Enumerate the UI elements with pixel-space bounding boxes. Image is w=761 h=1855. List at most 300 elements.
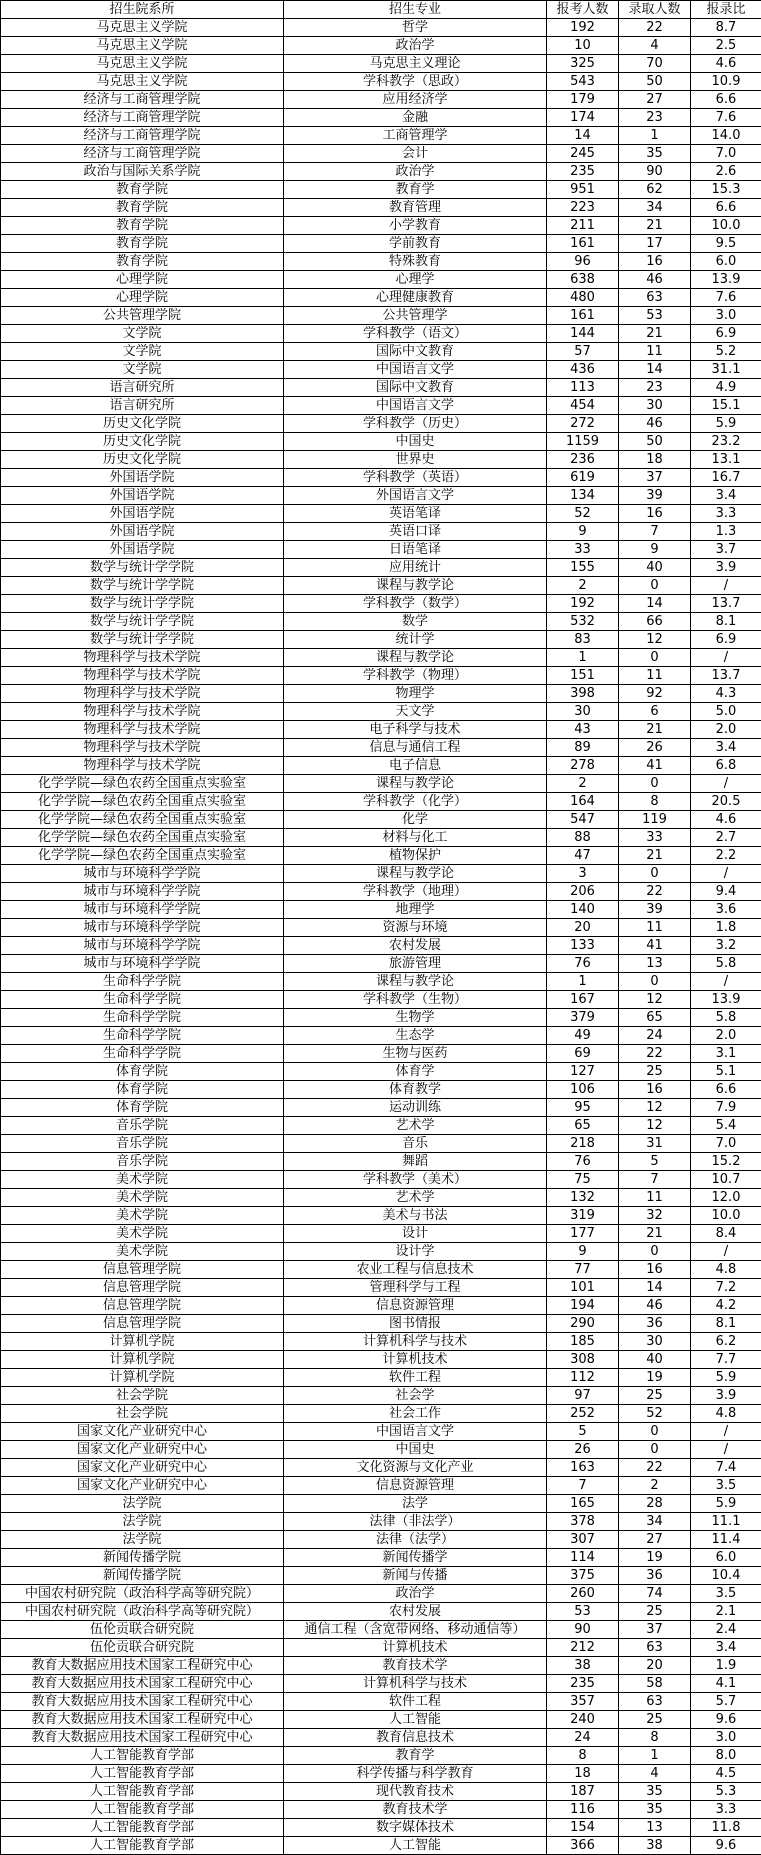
cell-applicants: 194 bbox=[547, 1297, 619, 1315]
cell-department: 数学与统计学学院 bbox=[1, 559, 284, 577]
cell-major: 英语笔译 bbox=[284, 505, 547, 523]
cell-applicants: 436 bbox=[547, 361, 619, 379]
cell-ratio: 5.7 bbox=[691, 1693, 761, 1711]
cell-department: 文学院 bbox=[1, 325, 284, 343]
cell-major: 应用经济学 bbox=[284, 91, 547, 109]
cell-department: 音乐学院 bbox=[1, 1135, 284, 1153]
cell-admitted: 17 bbox=[619, 235, 691, 253]
cell-applicants: 9 bbox=[547, 523, 619, 541]
cell-admitted: 37 bbox=[619, 1621, 691, 1639]
cell-applicants: 619 bbox=[547, 469, 619, 487]
cell-major: 教育技术学 bbox=[284, 1801, 547, 1819]
cell-admitted: 12 bbox=[619, 1117, 691, 1135]
cell-admitted: 13 bbox=[619, 1819, 691, 1837]
cell-major: 社会工作 bbox=[284, 1405, 547, 1423]
cell-admitted: 0 bbox=[619, 649, 691, 667]
table-row bbox=[1, 559, 761, 577]
table-row bbox=[1, 1243, 761, 1261]
table-row bbox=[1, 1279, 761, 1297]
cell-ratio: 13.7 bbox=[691, 667, 761, 685]
cell-ratio: 8.1 bbox=[691, 613, 761, 631]
cell-major: 学科教学（思政） bbox=[284, 73, 547, 91]
cell-applicants: 547 bbox=[547, 811, 619, 829]
cell-major: 应用统计 bbox=[284, 559, 547, 577]
cell-ratio: 2.6 bbox=[691, 163, 761, 181]
table-row bbox=[1, 55, 761, 73]
table-row bbox=[1, 1711, 761, 1729]
cell-applicants: 140 bbox=[547, 901, 619, 919]
cell-major: 数学 bbox=[284, 613, 547, 631]
cell-admitted: 90 bbox=[619, 163, 691, 181]
cell-major: 英语口译 bbox=[284, 523, 547, 541]
cell-department: 法学院 bbox=[1, 1495, 284, 1513]
cell-ratio: 9.4 bbox=[691, 883, 761, 901]
cell-department: 物理科学与技术学院 bbox=[1, 649, 284, 667]
cell-department: 公共管理学院 bbox=[1, 307, 284, 325]
cell-admitted: 70 bbox=[619, 55, 691, 73]
cell-ratio: / bbox=[691, 775, 761, 793]
cell-department: 生命科学学院 bbox=[1, 1027, 284, 1045]
cell-major: 体育学 bbox=[284, 1063, 547, 1081]
cell-department: 体育学院 bbox=[1, 1063, 284, 1081]
cell-major: 生物与医药 bbox=[284, 1045, 547, 1063]
table-row bbox=[1, 991, 761, 1009]
cell-applicants: 638 bbox=[547, 271, 619, 289]
cell-department: 人工智能教育学部 bbox=[1, 1837, 284, 1855]
cell-ratio: 3.1 bbox=[691, 1045, 761, 1063]
cell-admitted: 0 bbox=[619, 577, 691, 595]
cell-admitted: 11 bbox=[619, 667, 691, 685]
cell-major: 信息与通信工程 bbox=[284, 739, 547, 757]
cell-department: 马克思主义学院 bbox=[1, 55, 284, 73]
header-applicants: 报考人数 bbox=[547, 1, 619, 19]
cell-ratio: 8.7 bbox=[691, 19, 761, 37]
cell-ratio: 13.1 bbox=[691, 451, 761, 469]
cell-ratio: 4.2 bbox=[691, 1297, 761, 1315]
cell-major: 小学教育 bbox=[284, 217, 547, 235]
cell-major: 日语笔译 bbox=[284, 541, 547, 559]
table-row bbox=[1, 181, 761, 199]
cell-applicants: 211 bbox=[547, 217, 619, 235]
cell-major: 金融 bbox=[284, 109, 547, 127]
cell-admitted: 21 bbox=[619, 325, 691, 343]
cell-ratio: 23.2 bbox=[691, 433, 761, 451]
table-row bbox=[1, 1135, 761, 1153]
cell-applicants: 378 bbox=[547, 1513, 619, 1531]
cell-major: 计算机科学与技术 bbox=[284, 1333, 547, 1351]
cell-ratio: 7.0 bbox=[691, 145, 761, 163]
cell-department: 计算机学院 bbox=[1, 1351, 284, 1369]
cell-applicants: 325 bbox=[547, 55, 619, 73]
table-row bbox=[1, 973, 761, 991]
cell-applicants: 10 bbox=[547, 37, 619, 55]
table-row bbox=[1, 1045, 761, 1063]
cell-major: 地理学 bbox=[284, 901, 547, 919]
cell-applicants: 1 bbox=[547, 973, 619, 991]
cell-ratio: 8.1 bbox=[691, 1315, 761, 1333]
table-row bbox=[1, 649, 761, 667]
cell-major: 电子科学与技术 bbox=[284, 721, 547, 739]
cell-admitted: 21 bbox=[619, 217, 691, 235]
cell-applicants: 212 bbox=[547, 1639, 619, 1657]
table-row bbox=[1, 271, 761, 289]
cell-ratio: 5.1 bbox=[691, 1063, 761, 1081]
cell-admitted: 25 bbox=[619, 1063, 691, 1081]
cell-admitted: 62 bbox=[619, 181, 691, 199]
cell-department: 美术学院 bbox=[1, 1171, 284, 1189]
cell-major: 特殊教育 bbox=[284, 253, 547, 271]
cell-applicants: 76 bbox=[547, 955, 619, 973]
cell-major: 电子信息 bbox=[284, 757, 547, 775]
table-row bbox=[1, 1153, 761, 1171]
cell-applicants: 223 bbox=[547, 199, 619, 217]
cell-ratio: 3.3 bbox=[691, 1801, 761, 1819]
cell-admitted: 30 bbox=[619, 1333, 691, 1351]
table-row bbox=[1, 1027, 761, 1045]
cell-admitted: 0 bbox=[619, 1243, 691, 1261]
cell-department: 伍伦贡联合研究院 bbox=[1, 1639, 284, 1657]
cell-department: 数学与统计学学院 bbox=[1, 613, 284, 631]
cell-department: 法学院 bbox=[1, 1531, 284, 1549]
cell-applicants: 133 bbox=[547, 937, 619, 955]
cell-admitted: 20 bbox=[619, 1657, 691, 1675]
cell-ratio: 5.8 bbox=[691, 955, 761, 973]
cell-department: 城市与环境科学学院 bbox=[1, 955, 284, 973]
cell-applicants: 185 bbox=[547, 1333, 619, 1351]
table-row bbox=[1, 505, 761, 523]
cell-department: 心理学院 bbox=[1, 289, 284, 307]
cell-ratio: 4.9 bbox=[691, 379, 761, 397]
cell-ratio: 6.8 bbox=[691, 757, 761, 775]
table-row bbox=[1, 721, 761, 739]
cell-major: 政治学 bbox=[284, 163, 547, 181]
cell-applicants: 308 bbox=[547, 1351, 619, 1369]
table-row bbox=[1, 487, 761, 505]
cell-ratio: / bbox=[691, 649, 761, 667]
cell-major: 新闻传播学 bbox=[284, 1549, 547, 1567]
cell-ratio: / bbox=[691, 865, 761, 883]
cell-ratio: 3.9 bbox=[691, 559, 761, 577]
cell-major: 人工智能 bbox=[284, 1837, 547, 1855]
cell-applicants: 164 bbox=[547, 793, 619, 811]
cell-department: 外国语学院 bbox=[1, 541, 284, 559]
cell-major: 材料与化工 bbox=[284, 829, 547, 847]
table-row bbox=[1, 1783, 761, 1801]
cell-admitted: 6 bbox=[619, 703, 691, 721]
cell-admitted: 21 bbox=[619, 1225, 691, 1243]
cell-admitted: 21 bbox=[619, 847, 691, 865]
cell-ratio: 4.6 bbox=[691, 55, 761, 73]
cell-admitted: 14 bbox=[619, 1279, 691, 1297]
cell-ratio: 5.9 bbox=[691, 1369, 761, 1387]
cell-major: 舞蹈 bbox=[284, 1153, 547, 1171]
cell-major: 外国语言文学 bbox=[284, 487, 547, 505]
cell-major: 计算机科学与技术 bbox=[284, 1675, 547, 1693]
cell-major: 政治学 bbox=[284, 37, 547, 55]
cell-ratio: 9.6 bbox=[691, 1711, 761, 1729]
cell-ratio: 8.4 bbox=[691, 1225, 761, 1243]
cell-applicants: 272 bbox=[547, 415, 619, 433]
cell-admitted: 7 bbox=[619, 1171, 691, 1189]
cell-department: 物理科学与技术学院 bbox=[1, 667, 284, 685]
cell-applicants: 113 bbox=[547, 379, 619, 397]
cell-department: 外国语学院 bbox=[1, 523, 284, 541]
cell-applicants: 206 bbox=[547, 883, 619, 901]
cell-department: 城市与环境科学学院 bbox=[1, 901, 284, 919]
cell-major: 运动训练 bbox=[284, 1099, 547, 1117]
table-row bbox=[1, 451, 761, 469]
cell-admitted: 22 bbox=[619, 19, 691, 37]
cell-major: 学科教学（化学） bbox=[284, 793, 547, 811]
cell-admitted: 37 bbox=[619, 469, 691, 487]
cell-admitted: 4 bbox=[619, 37, 691, 55]
cell-department: 心理学院 bbox=[1, 271, 284, 289]
table-row bbox=[1, 1729, 761, 1747]
cell-applicants: 47 bbox=[547, 847, 619, 865]
cell-applicants: 454 bbox=[547, 397, 619, 415]
cell-applicants: 235 bbox=[547, 163, 619, 181]
cell-department: 马克思主义学院 bbox=[1, 73, 284, 91]
cell-ratio: 8.0 bbox=[691, 1747, 761, 1765]
cell-applicants: 112 bbox=[547, 1369, 619, 1387]
cell-department: 物理科学与技术学院 bbox=[1, 685, 284, 703]
cell-applicants: 75 bbox=[547, 1171, 619, 1189]
table-row bbox=[1, 1675, 761, 1693]
cell-major: 教育信息技术 bbox=[284, 1729, 547, 1747]
cell-applicants: 20 bbox=[547, 919, 619, 937]
table-row bbox=[1, 235, 761, 253]
cell-department: 教育学院 bbox=[1, 199, 284, 217]
cell-applicants: 278 bbox=[547, 757, 619, 775]
cell-admitted: 39 bbox=[619, 901, 691, 919]
cell-department: 体育学院 bbox=[1, 1081, 284, 1099]
cell-applicants: 43 bbox=[547, 721, 619, 739]
cell-department: 计算机学院 bbox=[1, 1369, 284, 1387]
cell-admitted: 40 bbox=[619, 1351, 691, 1369]
cell-applicants: 236 bbox=[547, 451, 619, 469]
cell-admitted: 63 bbox=[619, 1639, 691, 1657]
cell-applicants: 97 bbox=[547, 1387, 619, 1405]
cell-major: 课程与教学论 bbox=[284, 577, 547, 595]
table-row bbox=[1, 1225, 761, 1243]
cell-ratio: 3.4 bbox=[691, 487, 761, 505]
cell-admitted: 11 bbox=[619, 1189, 691, 1207]
table-row bbox=[1, 955, 761, 973]
cell-department: 教育学院 bbox=[1, 235, 284, 253]
cell-ratio: 13.7 bbox=[691, 595, 761, 613]
cell-major: 信息资源管理 bbox=[284, 1477, 547, 1495]
cell-major: 农村发展 bbox=[284, 1603, 547, 1621]
cell-major: 管理科学与工程 bbox=[284, 1279, 547, 1297]
cell-applicants: 1159 bbox=[547, 433, 619, 451]
table-row bbox=[1, 1261, 761, 1279]
cell-admitted: 0 bbox=[619, 1441, 691, 1459]
cell-ratio: 6.6 bbox=[691, 199, 761, 217]
cell-applicants: 161 bbox=[547, 235, 619, 253]
cell-admitted: 65 bbox=[619, 1009, 691, 1027]
cell-department: 美术学院 bbox=[1, 1225, 284, 1243]
cell-major: 计算机技术 bbox=[284, 1351, 547, 1369]
header-major: 招生专业 bbox=[284, 1, 547, 19]
cell-major: 教育技术学 bbox=[284, 1657, 547, 1675]
cell-admitted: 8 bbox=[619, 793, 691, 811]
cell-department: 经济与工商管理学院 bbox=[1, 145, 284, 163]
cell-major: 体育教学 bbox=[284, 1081, 547, 1099]
header-department: 招生院系所 bbox=[1, 1, 284, 19]
table-row bbox=[1, 289, 761, 307]
table-row bbox=[1, 919, 761, 937]
cell-ratio: 11.8 bbox=[691, 1819, 761, 1837]
cell-department: 经济与工商管理学院 bbox=[1, 91, 284, 109]
cell-department: 信息管理学院 bbox=[1, 1279, 284, 1297]
cell-ratio: 4.8 bbox=[691, 1405, 761, 1423]
cell-admitted: 11 bbox=[619, 919, 691, 937]
cell-major: 现代教育技术 bbox=[284, 1783, 547, 1801]
cell-ratio: 10.0 bbox=[691, 217, 761, 235]
cell-department: 教育大数据应用技术国家工程研究中心 bbox=[1, 1675, 284, 1693]
table-row bbox=[1, 1333, 761, 1351]
cell-major: 中国语言文学 bbox=[284, 361, 547, 379]
cell-admitted: 19 bbox=[619, 1549, 691, 1567]
cell-applicants: 116 bbox=[547, 1801, 619, 1819]
cell-admitted: 41 bbox=[619, 937, 691, 955]
cell-department: 生命科学学院 bbox=[1, 1009, 284, 1027]
cell-admitted: 14 bbox=[619, 595, 691, 613]
cell-admitted: 24 bbox=[619, 1027, 691, 1045]
cell-admitted: 34 bbox=[619, 1513, 691, 1531]
cell-ratio: 2.0 bbox=[691, 721, 761, 739]
cell-department: 信息管理学院 bbox=[1, 1297, 284, 1315]
cell-ratio: 7.0 bbox=[691, 1135, 761, 1153]
cell-ratio: 4.3 bbox=[691, 685, 761, 703]
cell-major: 生态学 bbox=[284, 1027, 547, 1045]
cell-applicants: 260 bbox=[547, 1585, 619, 1603]
cell-major: 国际中文教育 bbox=[284, 379, 547, 397]
cell-applicants: 174 bbox=[547, 109, 619, 127]
cell-applicants: 144 bbox=[547, 325, 619, 343]
cell-admitted: 35 bbox=[619, 1783, 691, 1801]
cell-major: 设计 bbox=[284, 1225, 547, 1243]
table-row bbox=[1, 1747, 761, 1765]
cell-department: 美术学院 bbox=[1, 1243, 284, 1261]
cell-major: 文化资源与文化产业 bbox=[284, 1459, 547, 1477]
cell-admitted: 22 bbox=[619, 1045, 691, 1063]
cell-ratio: 9.5 bbox=[691, 235, 761, 253]
cell-ratio: 1.9 bbox=[691, 1657, 761, 1675]
cell-major: 美术与书法 bbox=[284, 1207, 547, 1225]
cell-major: 信息资源管理 bbox=[284, 1297, 547, 1315]
cell-admitted: 66 bbox=[619, 613, 691, 631]
cell-applicants: 357 bbox=[547, 1693, 619, 1711]
table-row bbox=[1, 523, 761, 541]
cell-major: 学科教学（物理） bbox=[284, 667, 547, 685]
cell-department: 人工智能教育学部 bbox=[1, 1747, 284, 1765]
cell-applicants: 77 bbox=[547, 1261, 619, 1279]
cell-major: 课程与教学论 bbox=[284, 775, 547, 793]
cell-department: 化学学院—绿色农药全国重点实验室 bbox=[1, 847, 284, 865]
table-row bbox=[1, 1099, 761, 1117]
cell-applicants: 88 bbox=[547, 829, 619, 847]
cell-major: 资源与环境 bbox=[284, 919, 547, 937]
cell-major: 心理健康教育 bbox=[284, 289, 547, 307]
cell-ratio: 5.9 bbox=[691, 415, 761, 433]
cell-applicants: 30 bbox=[547, 703, 619, 721]
cell-major: 法律（非法学） bbox=[284, 1513, 547, 1531]
cell-applicants: 2 bbox=[547, 577, 619, 595]
cell-admitted: 119 bbox=[619, 811, 691, 829]
cell-admitted: 46 bbox=[619, 271, 691, 289]
cell-applicants: 177 bbox=[547, 1225, 619, 1243]
cell-department: 化学学院—绿色农药全国重点实验室 bbox=[1, 811, 284, 829]
table-row bbox=[1, 1207, 761, 1225]
cell-ratio: 20.5 bbox=[691, 793, 761, 811]
cell-admitted: 0 bbox=[619, 865, 691, 883]
table-row bbox=[1, 1477, 761, 1495]
cell-ratio: 3.0 bbox=[691, 1729, 761, 1747]
cell-major: 天文学 bbox=[284, 703, 547, 721]
cell-admitted: 5 bbox=[619, 1153, 691, 1171]
table-row bbox=[1, 1315, 761, 1333]
cell-admitted: 35 bbox=[619, 1801, 691, 1819]
cell-applicants: 52 bbox=[547, 505, 619, 523]
cell-admitted: 46 bbox=[619, 1297, 691, 1315]
table-row bbox=[1, 325, 761, 343]
cell-major: 政治学 bbox=[284, 1585, 547, 1603]
cell-department: 城市与环境科学学院 bbox=[1, 937, 284, 955]
cell-ratio: 11.4 bbox=[691, 1531, 761, 1549]
cell-applicants: 235 bbox=[547, 1675, 619, 1693]
cell-admitted: 2 bbox=[619, 1477, 691, 1495]
table-row bbox=[1, 1081, 761, 1099]
table-row bbox=[1, 361, 761, 379]
cell-applicants: 192 bbox=[547, 19, 619, 37]
cell-applicants: 379 bbox=[547, 1009, 619, 1027]
cell-department: 文学院 bbox=[1, 343, 284, 361]
cell-department: 物理科学与技术学院 bbox=[1, 757, 284, 775]
cell-department: 体育学院 bbox=[1, 1099, 284, 1117]
table-row bbox=[1, 685, 761, 703]
cell-department: 国家文化产业研究中心 bbox=[1, 1441, 284, 1459]
cell-ratio: 1.8 bbox=[691, 919, 761, 937]
cell-department: 外国语学院 bbox=[1, 505, 284, 523]
table-row bbox=[1, 1639, 761, 1657]
cell-major: 学科教学（美术） bbox=[284, 1171, 547, 1189]
cell-admitted: 34 bbox=[619, 199, 691, 217]
cell-department: 物理科学与技术学院 bbox=[1, 721, 284, 739]
cell-admitted: 25 bbox=[619, 1711, 691, 1729]
cell-admitted: 30 bbox=[619, 397, 691, 415]
cell-admitted: 11 bbox=[619, 343, 691, 361]
cell-major: 国际中文教育 bbox=[284, 343, 547, 361]
cell-ratio: 3.2 bbox=[691, 937, 761, 955]
cell-applicants: 366 bbox=[547, 1837, 619, 1855]
cell-department: 化学学院—绿色农药全国重点实验室 bbox=[1, 793, 284, 811]
cell-ratio: 2.7 bbox=[691, 829, 761, 847]
table-row bbox=[1, 883, 761, 901]
cell-applicants: 53 bbox=[547, 1603, 619, 1621]
table-row bbox=[1, 1603, 761, 1621]
table-row bbox=[1, 1837, 761, 1855]
cell-department: 历史文化学院 bbox=[1, 415, 284, 433]
cell-department: 外国语学院 bbox=[1, 487, 284, 505]
cell-major: 生物学 bbox=[284, 1009, 547, 1027]
cell-department: 数学与统计学学院 bbox=[1, 595, 284, 613]
cell-applicants: 101 bbox=[547, 1279, 619, 1297]
cell-department: 马克思主义学院 bbox=[1, 37, 284, 55]
cell-department: 社会学院 bbox=[1, 1405, 284, 1423]
table-row bbox=[1, 91, 761, 109]
cell-admitted: 63 bbox=[619, 1693, 691, 1711]
